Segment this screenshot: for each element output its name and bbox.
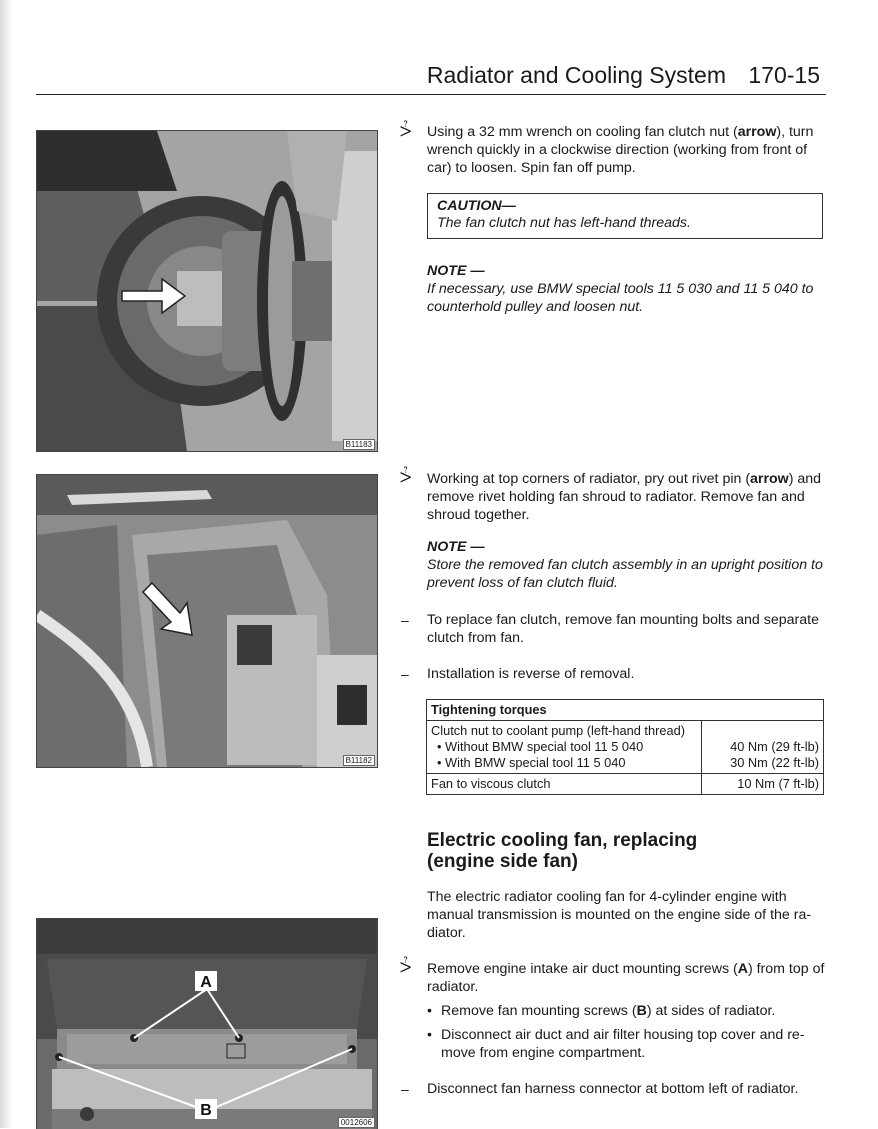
callout-label-a: A (200, 974, 212, 991)
table-title: Tightening torques (427, 700, 824, 721)
note-heading: NOTE — (427, 539, 485, 555)
substep-fan-screws: • Remove fan mounting screws (B) at sides of radiator. (427, 1003, 776, 1019)
dash-marker: – (401, 1081, 409, 1097)
page-number: 170-15 (748, 62, 820, 88)
step-replace-fan-clutch: To replace fan clutch, remove fan mounting bolts and separate clutch from fan. (427, 612, 819, 646)
step-installation: Installation is reverse of removal. (427, 666, 635, 682)
step-loosen-fan-clutch: Using a 32 mm wrench on cooling fan clutch nut (arrow), turn wrench quickly in a clockwise direction (working from front of car) to loosen. Spin fan off pump. (427, 124, 814, 176)
note-body: Store the removed fan clutch assembly in an upright position to prevent loss of fan clutch fluid. (427, 557, 823, 591)
table-row: Fan to viscous clutch 10 Nm (7 ft-lb) (427, 774, 824, 795)
figure-id: B11183 (343, 439, 375, 450)
caution-heading: CAUTION— (437, 198, 516, 214)
figure-fan-shroud-rivet (36, 474, 378, 768)
figure-id: B11182 (343, 755, 375, 766)
figure-intake-air-duct (36, 918, 378, 1129)
note-heading: NOTE — (427, 263, 485, 279)
page-edge-shadow (0, 0, 14, 1128)
section-heading: Electric cooling fan, replacing (engine side fan) (427, 830, 698, 872)
step-remove-duct-screws: Remove engine intake air duct mounting screws (A) from top of radiator. (427, 961, 825, 995)
section-intro: The electric radiator cooling fan for 4-cylinder engine with manual transmission is mounted on the engine side of the radiator. (427, 889, 812, 941)
figure-fan-clutch-nut (36, 130, 378, 452)
step-arrow-icon: ⩼ (400, 955, 412, 977)
step-arrow-icon: ⩼ (400, 465, 412, 487)
note-special-tools (427, 262, 825, 316)
dash-marker: – (401, 666, 409, 682)
page-header (36, 60, 826, 95)
note-store-clutch (427, 538, 825, 592)
step-disconnect-harness: Disconnect fan harness connector at bottom left of radiator. (427, 1081, 799, 1097)
table-row: Clutch nut to coolant pump (left-hand thread) • Without BMW special tool 11 5 040 • With BMW special tool 11 5 040 40 Nm (29 ft-lb) 30 Nm (22 ft-lb) (427, 721, 824, 774)
dash-marker: – (401, 612, 409, 628)
section-title: Radiator and Cooling System (426, 62, 726, 88)
figure-id: 0012606 (338, 1117, 375, 1128)
step-remove-rivet: Working at top corners of radiator, pry out rivet pin (arrow) and remove rivet holding fan shroud to radiator. Remove fan and shroud together. (427, 471, 822, 523)
callout-label-b: B (200, 1102, 212, 1119)
step-arrow-icon: ⩼ (400, 119, 412, 141)
caution-box (427, 193, 823, 239)
note-body: If necessary, use BMW special tools 11 5 030 and 11 5 040 to counterhold pulley and loosen nut. (427, 281, 814, 315)
substep-disconnect-duct: • Disconnect air duct and air filter housing top cover and remove from engine compartment. (427, 1027, 805, 1061)
caution-body: The fan clutch nut has left-hand threads. (437, 215, 691, 231)
tightening-torques-table (426, 699, 824, 795)
